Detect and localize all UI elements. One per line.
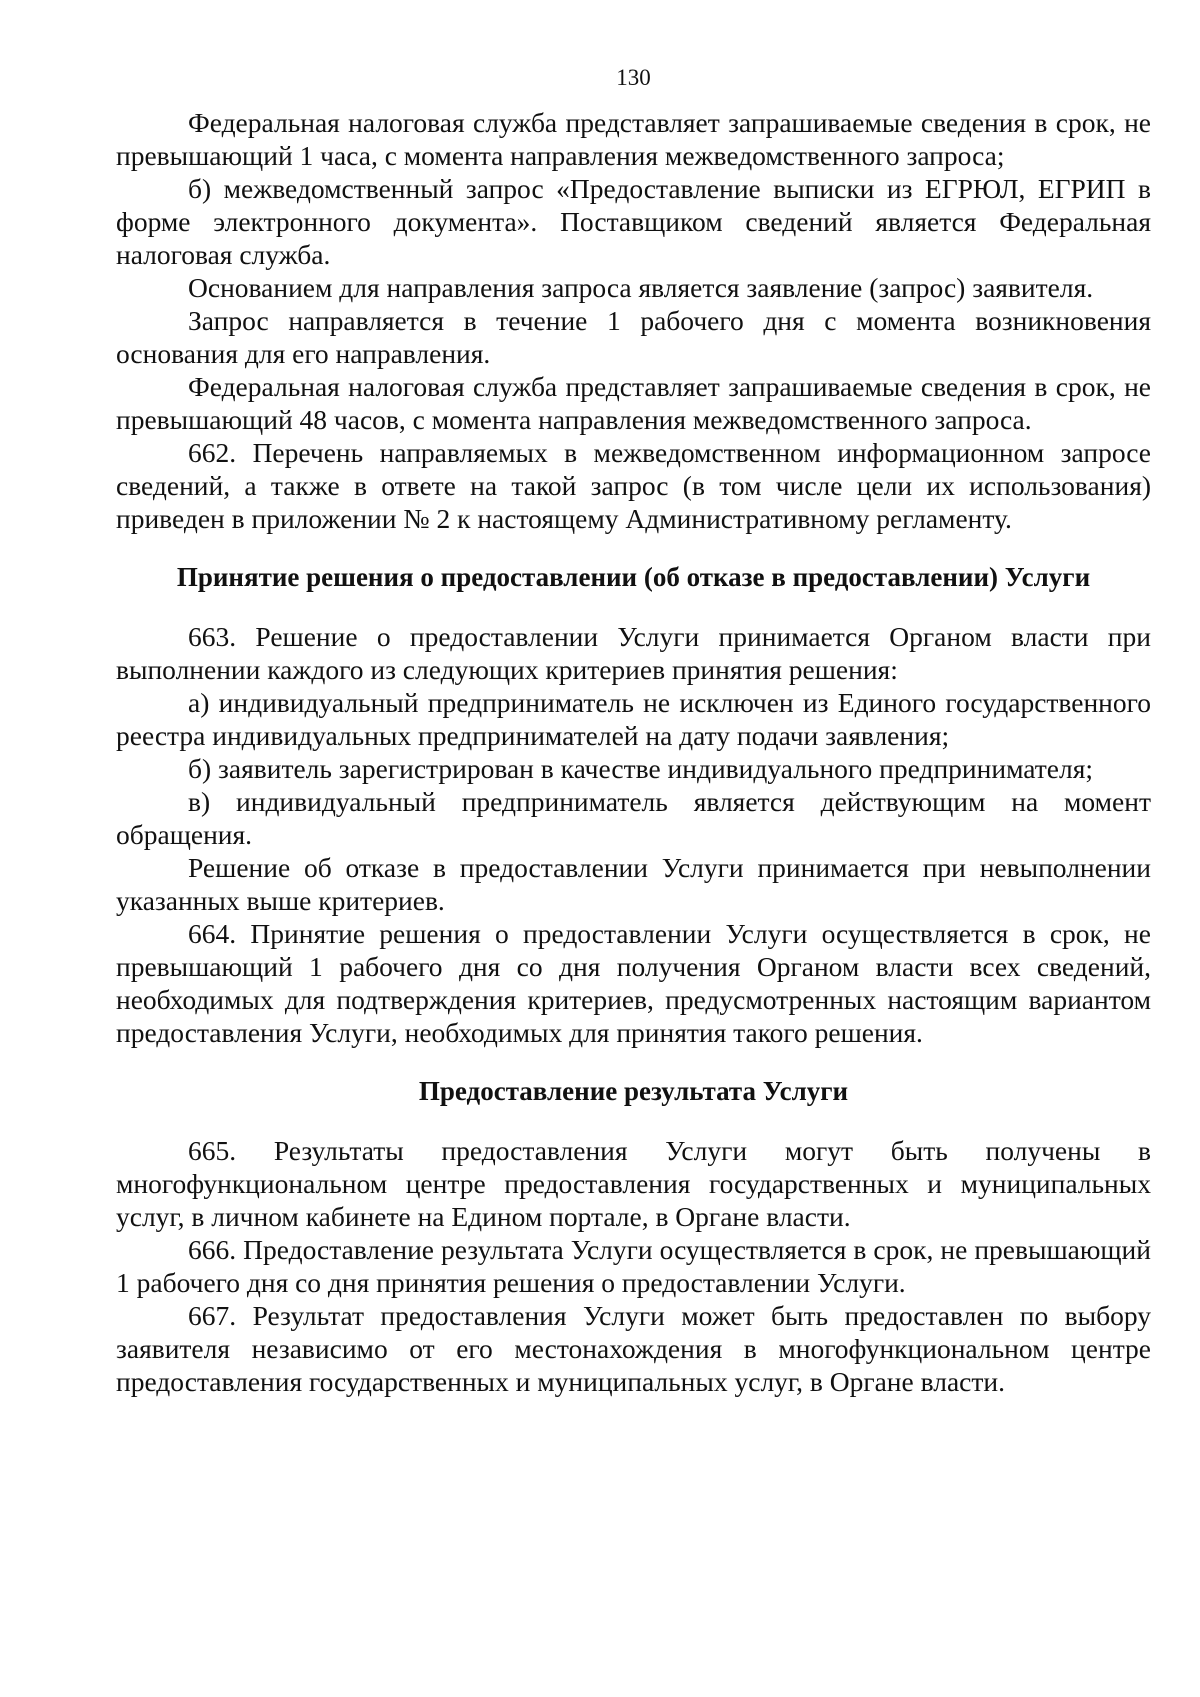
section-heading: Предоставление результата Услуги xyxy=(418,1076,849,1106)
paragraph: а) индивидуальный предприниматель не исключен из Единого государственного реестра индивидуальных предпринимателей на дату подачи заявления; xyxy=(116,687,1151,751)
paragraph: б) заявитель зарегистрирован в качестве индивидуального предпринимателя; xyxy=(188,753,1094,784)
paragraph: 664. Принятие решения о предоставлении Услуги осуществляется в срок, не превышающий 1 рабочего дня со дня получения Органом власти всех сведений, необходимых для подтверждения критериев, предусмотренных настоящим вариантом предоставления Услуги, необходимых для принятия такого решения. xyxy=(116,918,1151,1048)
paragraph: в) индивидуальный предприниматель является действующим на момент обращения. xyxy=(116,786,1151,850)
document-page xyxy=(116,64,1151,1398)
paragraph: Запрос направляется в течение 1 рабочего дня с момента возникновения основания для его направления. xyxy=(116,305,1151,369)
paragraph: 667. Результат предоставления Услуги может быть предоставлен по выбору заявителя независимо от его местонахождения в многофункциональном центре предоставления государственных и муниципальных услуг, в Органе власти. xyxy=(116,1300,1151,1397)
paragraph: 662. Перечень направляемых в межведомственном информационном запросе сведений, а также в ответе на такой запрос (в том числе цели их использования) приведен в приложении № 2 к настоящему Административному регламенту. xyxy=(116,437,1151,534)
paragraph: Федеральная налоговая служба представляет запрашиваемые сведения в срок, не превышающий 48 часов, с момента направления межведомственного запроса. xyxy=(116,371,1151,435)
paragraph: 666. Предоставление результата Услуги осуществляется в срок, не превышающий 1 рабочего дня со дня принятия решения о предоставлении Услуги. xyxy=(116,1234,1151,1298)
paragraph: б) межведомственный запрос «Предоставление выписки из ЕГРЮЛ, ЕГРИП в форме электронного документа». Поставщиком сведений является Федеральная налоговая служба. xyxy=(116,173,1151,270)
paragraph: Федеральная налоговая служба представляет запрашиваемые сведения в срок, не превышающий 1 часа, с момента направления межведомственного запроса; xyxy=(116,107,1151,171)
paragraph: 665. Результаты предоставления Услуги могут быть получены в многофункциональном центре предоставления государственных и муниципальных услуг, в личном кабинете на Едином портале, в Органе власти. xyxy=(116,1135,1151,1232)
paragraph: Основанием для направления запроса является заявление (запрос) заявителя. xyxy=(188,272,1094,303)
section-heading: Принятие решения о предоставлении (об отказе в предоставлении) Услуги xyxy=(176,562,1091,592)
page-number: 130 xyxy=(616,65,651,90)
paragraph: Решение об отказе в предоставлении Услуги принимается при невыполнении указанных выше критериев. xyxy=(116,852,1151,916)
paragraph: 663. Решение о предоставлении Услуги принимается Органом власти при выполнении каждого из следующих критериев принятия решения: xyxy=(116,621,1151,685)
